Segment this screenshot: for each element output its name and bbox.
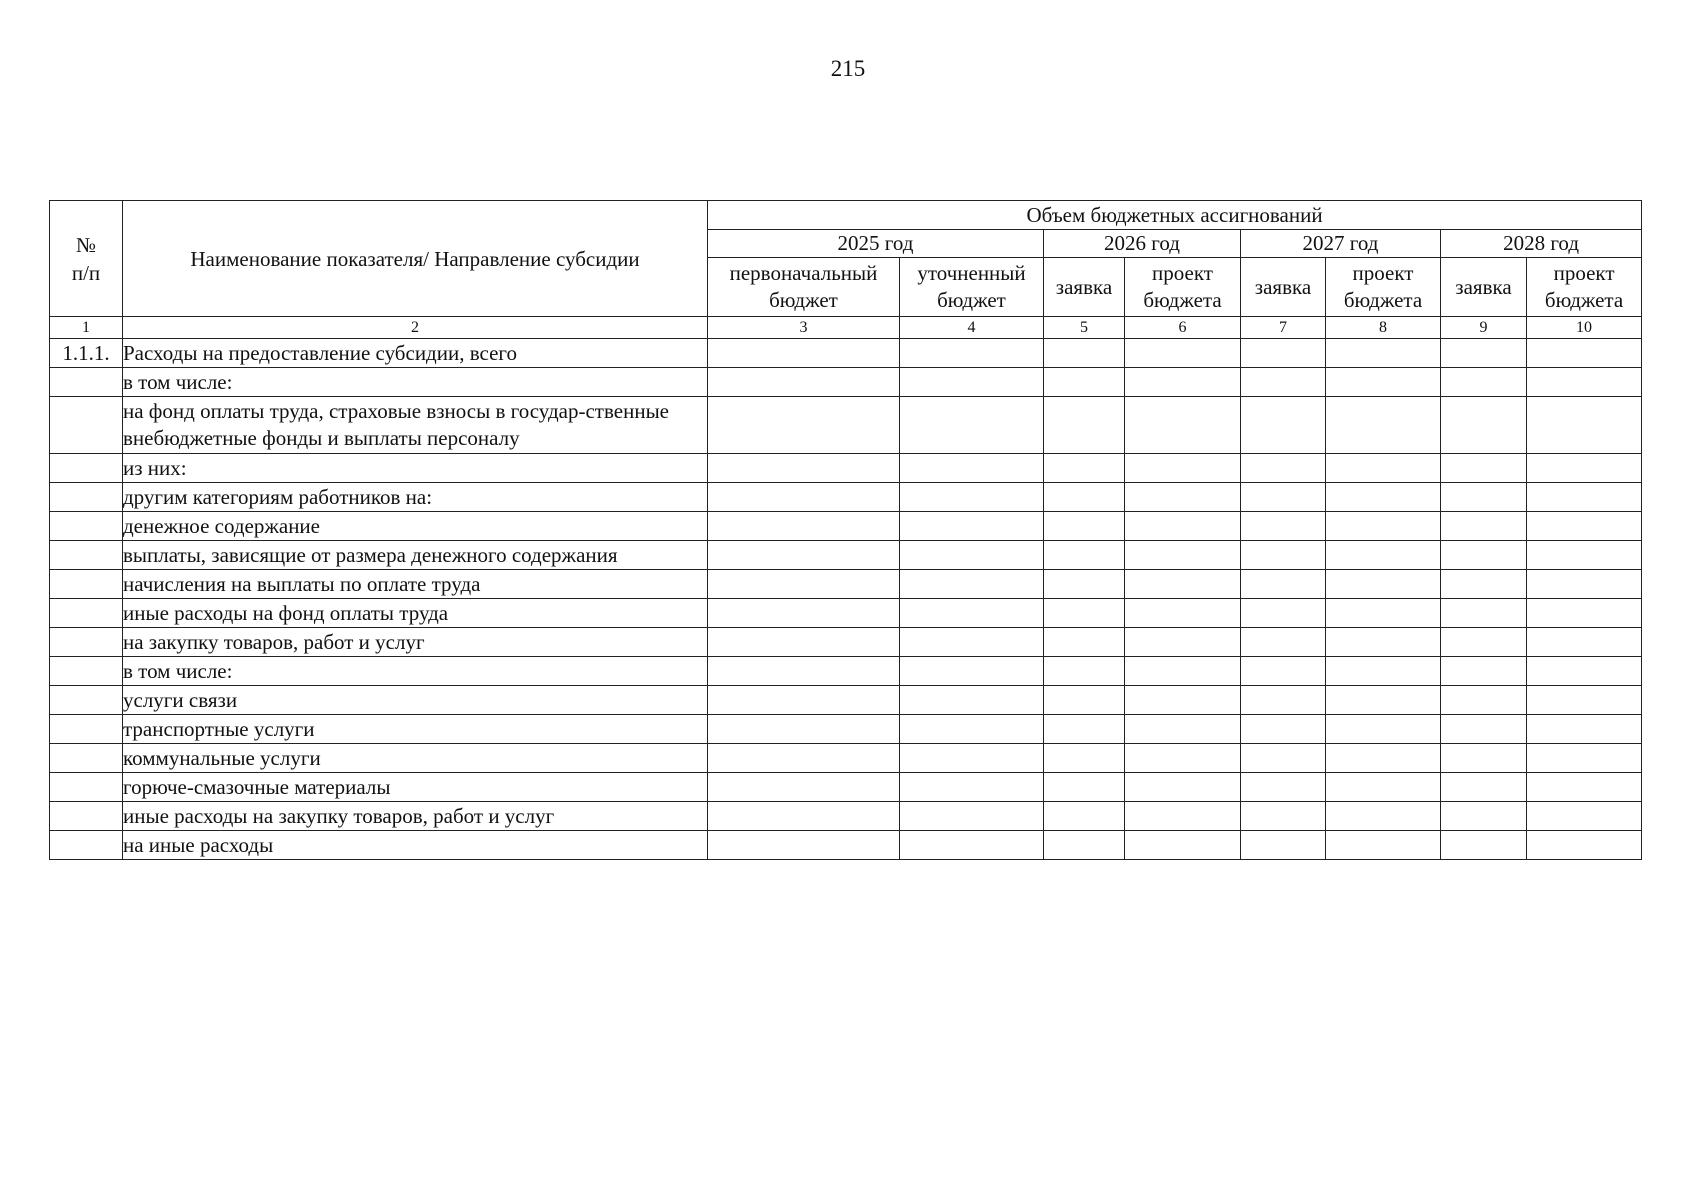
value-cell-col-5 xyxy=(1044,744,1125,773)
column-number: 5 xyxy=(1044,317,1125,339)
column-number: 1 xyxy=(50,317,123,339)
row-name-cell: Расходы на предоставление субсидии, всего xyxy=(123,339,708,368)
value-cell-col-6 xyxy=(1125,483,1241,512)
header-sub-c9: заявка xyxy=(1441,258,1527,317)
header-sub-c8: проект бюджета xyxy=(1326,258,1441,317)
column-number: 8 xyxy=(1326,317,1441,339)
value-cell-col-10 xyxy=(1527,628,1642,657)
value-cell-col-7 xyxy=(1241,541,1326,570)
value-cell-col-10 xyxy=(1527,570,1642,599)
value-cell-col-5 xyxy=(1044,541,1125,570)
value-cell-col-9 xyxy=(1441,339,1527,368)
row-number-cell xyxy=(50,483,123,512)
value-cell-col-5 xyxy=(1044,397,1125,454)
row-name-cell: в том числе: xyxy=(123,657,708,686)
value-cell-col-3 xyxy=(708,802,900,831)
column-numbers-row xyxy=(50,317,1642,339)
value-cell-col-4 xyxy=(900,570,1044,599)
value-cell-col-3 xyxy=(708,599,900,628)
value-cell-col-10 xyxy=(1527,599,1642,628)
table-row xyxy=(50,483,1642,512)
value-cell-col-10 xyxy=(1527,339,1642,368)
value-cell-col-4 xyxy=(900,397,1044,454)
value-cell-col-9 xyxy=(1441,628,1527,657)
value-cell-col-9 xyxy=(1441,541,1527,570)
value-cell-col-9 xyxy=(1441,802,1527,831)
value-cell-col-7 xyxy=(1241,686,1326,715)
row-name-cell: на фонд оплаты труда, страховые взносы в государ-ственные внебюджетные фонды и выплаты персоналу xyxy=(123,397,708,454)
value-cell-col-4 xyxy=(900,368,1044,397)
value-cell-col-9 xyxy=(1441,570,1527,599)
row-name-cell: выплаты, зависящие от размера денежного содержания xyxy=(123,541,708,570)
value-cell-col-8 xyxy=(1326,339,1441,368)
value-cell-col-10 xyxy=(1527,831,1642,860)
row-number-cell xyxy=(50,657,123,686)
value-cell-col-8 xyxy=(1326,831,1441,860)
row-number-cell xyxy=(50,744,123,773)
header-year-2028: 2028 год xyxy=(1441,230,1642,258)
column-number: 6 xyxy=(1125,317,1241,339)
value-cell-col-5 xyxy=(1044,715,1125,744)
header-year-2025: 2025 год xyxy=(708,230,1044,258)
value-cell-col-3 xyxy=(708,628,900,657)
value-cell-col-4 xyxy=(900,339,1044,368)
value-cell-col-8 xyxy=(1326,570,1441,599)
row-name-cell: в том числе: xyxy=(123,368,708,397)
header-sub-c5: заявка xyxy=(1044,258,1125,317)
value-cell-col-6 xyxy=(1125,599,1241,628)
value-cell-col-6 xyxy=(1125,802,1241,831)
row-name-cell: начисления на выплаты по оплате труда xyxy=(123,570,708,599)
value-cell-col-6 xyxy=(1125,744,1241,773)
value-cell-col-4 xyxy=(900,599,1044,628)
value-cell-col-7 xyxy=(1241,483,1326,512)
value-cell-col-4 xyxy=(900,512,1044,541)
row-name-cell: коммунальные услуги xyxy=(123,744,708,773)
column-number: 9 xyxy=(1441,317,1527,339)
value-cell-col-8 xyxy=(1326,657,1441,686)
value-cell-col-3 xyxy=(708,397,900,454)
value-cell-col-9 xyxy=(1441,686,1527,715)
value-cell-col-4 xyxy=(900,483,1044,512)
row-number-cell xyxy=(50,512,123,541)
value-cell-col-4 xyxy=(900,628,1044,657)
table-row xyxy=(50,512,1642,541)
value-cell-col-10 xyxy=(1527,715,1642,744)
row-number-cell xyxy=(50,715,123,744)
value-cell-col-6 xyxy=(1125,715,1241,744)
value-cell-col-5 xyxy=(1044,628,1125,657)
value-cell-col-5 xyxy=(1044,773,1125,802)
value-cell-col-8 xyxy=(1326,483,1441,512)
header-year-2027: 2027 год xyxy=(1241,230,1441,258)
value-cell-col-10 xyxy=(1527,512,1642,541)
value-cell-col-3 xyxy=(708,715,900,744)
table-row xyxy=(50,599,1642,628)
value-cell-col-5 xyxy=(1044,599,1125,628)
value-cell-col-4 xyxy=(900,686,1044,715)
value-cell-col-6 xyxy=(1125,397,1241,454)
value-cell-col-7 xyxy=(1241,657,1326,686)
row-name-cell: транспортные услуги xyxy=(123,715,708,744)
value-cell-col-7 xyxy=(1241,773,1326,802)
value-cell-col-10 xyxy=(1527,802,1642,831)
value-cell-col-8 xyxy=(1326,715,1441,744)
table-row xyxy=(50,397,1642,454)
value-cell-col-9 xyxy=(1441,599,1527,628)
value-cell-col-3 xyxy=(708,512,900,541)
value-cell-col-5 xyxy=(1044,657,1125,686)
value-cell-col-7 xyxy=(1241,397,1326,454)
value-cell-col-5 xyxy=(1044,483,1125,512)
value-cell-col-6 xyxy=(1125,628,1241,657)
value-cell-col-8 xyxy=(1326,599,1441,628)
table-row xyxy=(50,802,1642,831)
value-cell-col-3 xyxy=(708,570,900,599)
value-cell-col-7 xyxy=(1241,599,1326,628)
value-cell-col-7 xyxy=(1241,339,1326,368)
value-cell-col-8 xyxy=(1326,628,1441,657)
value-cell-col-10 xyxy=(1527,397,1642,454)
value-cell-col-4 xyxy=(900,831,1044,860)
row-name-cell: услуги связи xyxy=(123,686,708,715)
value-cell-col-10 xyxy=(1527,454,1642,483)
value-cell-col-6 xyxy=(1125,773,1241,802)
table-row xyxy=(50,657,1642,686)
row-number-cell xyxy=(50,454,123,483)
table-row xyxy=(50,773,1642,802)
value-cell-col-3 xyxy=(708,773,900,802)
value-cell-col-7 xyxy=(1241,628,1326,657)
row-number-cell xyxy=(50,397,123,454)
value-cell-col-9 xyxy=(1441,454,1527,483)
row-number-cell xyxy=(50,686,123,715)
value-cell-col-5 xyxy=(1044,339,1125,368)
header-sub-c6: проект бюджета xyxy=(1125,258,1241,317)
value-cell-col-4 xyxy=(900,454,1044,483)
value-cell-col-6 xyxy=(1125,686,1241,715)
row-name-cell: денежное содержание xyxy=(123,512,708,541)
row-name-cell: иные расходы на фонд оплаты труда xyxy=(123,599,708,628)
value-cell-col-9 xyxy=(1441,744,1527,773)
row-number-cell xyxy=(50,570,123,599)
value-cell-col-3 xyxy=(708,483,900,512)
header-sub-c7: заявка xyxy=(1241,258,1326,317)
value-cell-col-8 xyxy=(1326,368,1441,397)
value-cell-col-3 xyxy=(708,541,900,570)
value-cell-col-6 xyxy=(1125,831,1241,860)
column-number: 10 xyxy=(1527,317,1642,339)
row-name-cell: из них: xyxy=(123,454,708,483)
table-row xyxy=(50,339,1642,368)
value-cell-col-8 xyxy=(1326,773,1441,802)
value-cell-col-8 xyxy=(1326,397,1441,454)
row-number-cell xyxy=(50,628,123,657)
value-cell-col-10 xyxy=(1527,541,1642,570)
value-cell-col-5 xyxy=(1044,454,1125,483)
value-cell-col-7 xyxy=(1241,715,1326,744)
value-cell-col-5 xyxy=(1044,802,1125,831)
row-name-cell: на иные расходы xyxy=(123,831,708,860)
value-cell-col-10 xyxy=(1527,744,1642,773)
column-number: 2 xyxy=(123,317,708,339)
row-name-cell: иные расходы на закупку товаров, работ и услуг xyxy=(123,802,708,831)
column-number: 7 xyxy=(1241,317,1326,339)
value-cell-col-4 xyxy=(900,744,1044,773)
table-row xyxy=(50,368,1642,397)
value-cell-col-7 xyxy=(1241,368,1326,397)
header-sub-c10: проект бюджета xyxy=(1527,258,1642,317)
row-number-cell xyxy=(50,541,123,570)
row-number-cell xyxy=(50,773,123,802)
value-cell-col-5 xyxy=(1044,686,1125,715)
budget-allocations-table xyxy=(49,200,1642,860)
value-cell-col-8 xyxy=(1326,744,1441,773)
column-number: 4 xyxy=(900,317,1044,339)
value-cell-col-6 xyxy=(1125,657,1241,686)
value-cell-col-3 xyxy=(708,454,900,483)
row-number-cell: 1.1.1. xyxy=(50,339,123,368)
value-cell-col-7 xyxy=(1241,831,1326,860)
value-cell-col-7 xyxy=(1241,802,1326,831)
value-cell-col-8 xyxy=(1326,454,1441,483)
row-number-cell xyxy=(50,802,123,831)
header-group-title: Объем бюджетных ассигнований xyxy=(708,201,1642,230)
value-cell-col-9 xyxy=(1441,512,1527,541)
value-cell-col-10 xyxy=(1527,686,1642,715)
page-number: 215 xyxy=(830,56,866,81)
header-sub-c3: первоначальный бюджет xyxy=(708,258,900,317)
value-cell-col-8 xyxy=(1326,541,1441,570)
value-cell-col-6 xyxy=(1125,454,1241,483)
table-header xyxy=(50,201,1642,339)
value-cell-col-8 xyxy=(1326,512,1441,541)
value-cell-col-10 xyxy=(1527,773,1642,802)
table-row xyxy=(50,454,1642,483)
header-year-2026: 2026 год xyxy=(1044,230,1241,258)
value-cell-col-7 xyxy=(1241,570,1326,599)
value-cell-col-9 xyxy=(1441,368,1527,397)
value-cell-col-5 xyxy=(1044,512,1125,541)
table-row xyxy=(50,686,1642,715)
table-row xyxy=(50,831,1642,860)
value-cell-col-9 xyxy=(1441,657,1527,686)
value-cell-col-9 xyxy=(1441,483,1527,512)
table-row xyxy=(50,628,1642,657)
value-cell-col-4 xyxy=(900,541,1044,570)
value-cell-col-5 xyxy=(1044,368,1125,397)
value-cell-col-9 xyxy=(1441,397,1527,454)
table-row xyxy=(50,715,1642,744)
value-cell-col-7 xyxy=(1241,454,1326,483)
value-cell-col-6 xyxy=(1125,368,1241,397)
table-row xyxy=(50,744,1642,773)
header-col-no: № п/п xyxy=(50,201,123,317)
value-cell-col-4 xyxy=(900,773,1044,802)
header-col-name: Наименование показателя/ Направление субсидии xyxy=(123,201,708,317)
table-row xyxy=(50,570,1642,599)
value-cell-col-5 xyxy=(1044,570,1125,599)
value-cell-col-10 xyxy=(1527,368,1642,397)
row-name-cell: горюче-смазочные материалы xyxy=(123,773,708,802)
value-cell-col-4 xyxy=(900,802,1044,831)
value-cell-col-9 xyxy=(1441,715,1527,744)
table-body xyxy=(50,339,1642,860)
column-number: 3 xyxy=(708,317,900,339)
value-cell-col-3 xyxy=(708,368,900,397)
row-number-cell xyxy=(50,599,123,628)
value-cell-col-3 xyxy=(708,657,900,686)
value-cell-col-6 xyxy=(1125,339,1241,368)
row-name-cell: на закупку товаров, работ и услуг xyxy=(123,628,708,657)
value-cell-col-6 xyxy=(1125,570,1241,599)
value-cell-col-4 xyxy=(900,657,1044,686)
value-cell-col-10 xyxy=(1527,483,1642,512)
row-name-cell: другим категориям работников на: xyxy=(123,483,708,512)
value-cell-col-6 xyxy=(1125,541,1241,570)
value-cell-col-3 xyxy=(708,686,900,715)
value-cell-col-9 xyxy=(1441,773,1527,802)
value-cell-col-9 xyxy=(1441,831,1527,860)
value-cell-col-4 xyxy=(900,715,1044,744)
row-number-cell xyxy=(50,831,123,860)
value-cell-col-7 xyxy=(1241,744,1326,773)
header-sub-c4: уточненный бюджет xyxy=(900,258,1044,317)
value-cell-col-6 xyxy=(1125,512,1241,541)
value-cell-col-10 xyxy=(1527,657,1642,686)
table-row xyxy=(50,541,1642,570)
value-cell-col-7 xyxy=(1241,512,1326,541)
row-number-cell xyxy=(50,368,123,397)
value-cell-col-3 xyxy=(708,339,900,368)
value-cell-col-3 xyxy=(708,831,900,860)
value-cell-col-8 xyxy=(1326,686,1441,715)
value-cell-col-5 xyxy=(1044,831,1125,860)
value-cell-col-3 xyxy=(708,744,900,773)
value-cell-col-8 xyxy=(1326,802,1441,831)
